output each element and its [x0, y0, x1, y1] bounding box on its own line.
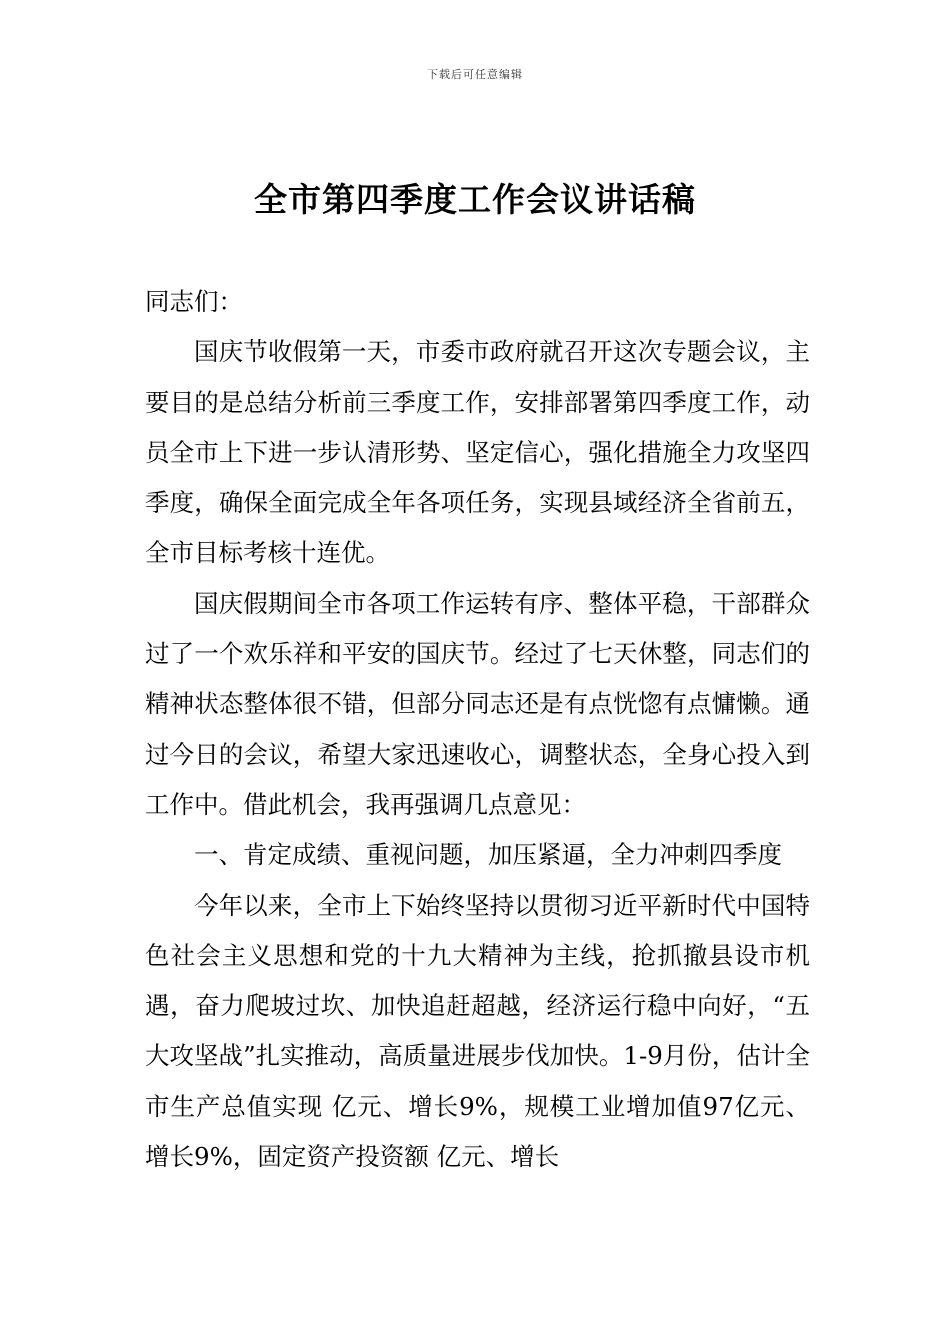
paragraph-3: 今年以来，全市上下始终坚持以贯彻习近平新时代中国特色社会主义思想和党的十九大精神为主线，抢抓撤县设市机遇，奋力爬坡过坎、加快追赶超越，经济运行稳中向好，“五大攻坚战”扎实推动，高质量进展步伐加快。1-9月份，估计全市生产总值实现 亿元、增长9%，规模工业增加值97亿元、增长9%，固定资产投资额 亿元、增长 [145, 890, 810, 1172]
paragraph-1: 国庆节收假第一天，市委市政府就召开这次专题会议，主要目的是总结分析前三季度工作，安排部署第四季度工作，动员全市上下进一步认清形势、坚定信心，强化措施全力攻坚四季度，确保全面完成全年各项任务，实现县域经济全省前五，全市目标考核十连优。 [145, 337, 810, 568]
document-body [145, 277, 810, 1182]
document-title: 全市第四季度工作会议讲话稿 [254, 180, 696, 219]
paragraph-2: 国庆假期间全市各项工作运转有序、整体平稳，干部群众过了一个欢乐祥和平安的国庆节。经过了七天休整，同志们的精神状态整体很不错，但部分同志还是有点恍惚有点慵懒。通过今日的会议，希望大家迅速收心，调整状态，全身心投入到工作中。借此机会，我再强调几点意见： [145, 588, 810, 819]
section-heading-1: 一、肯定成绩、重视问题，加压紧逼，全力冲刺四季度 [194, 840, 782, 870]
header-note: 下载后可任意编辑 [427, 68, 523, 81]
salutation: 同志们： [145, 287, 243, 316]
